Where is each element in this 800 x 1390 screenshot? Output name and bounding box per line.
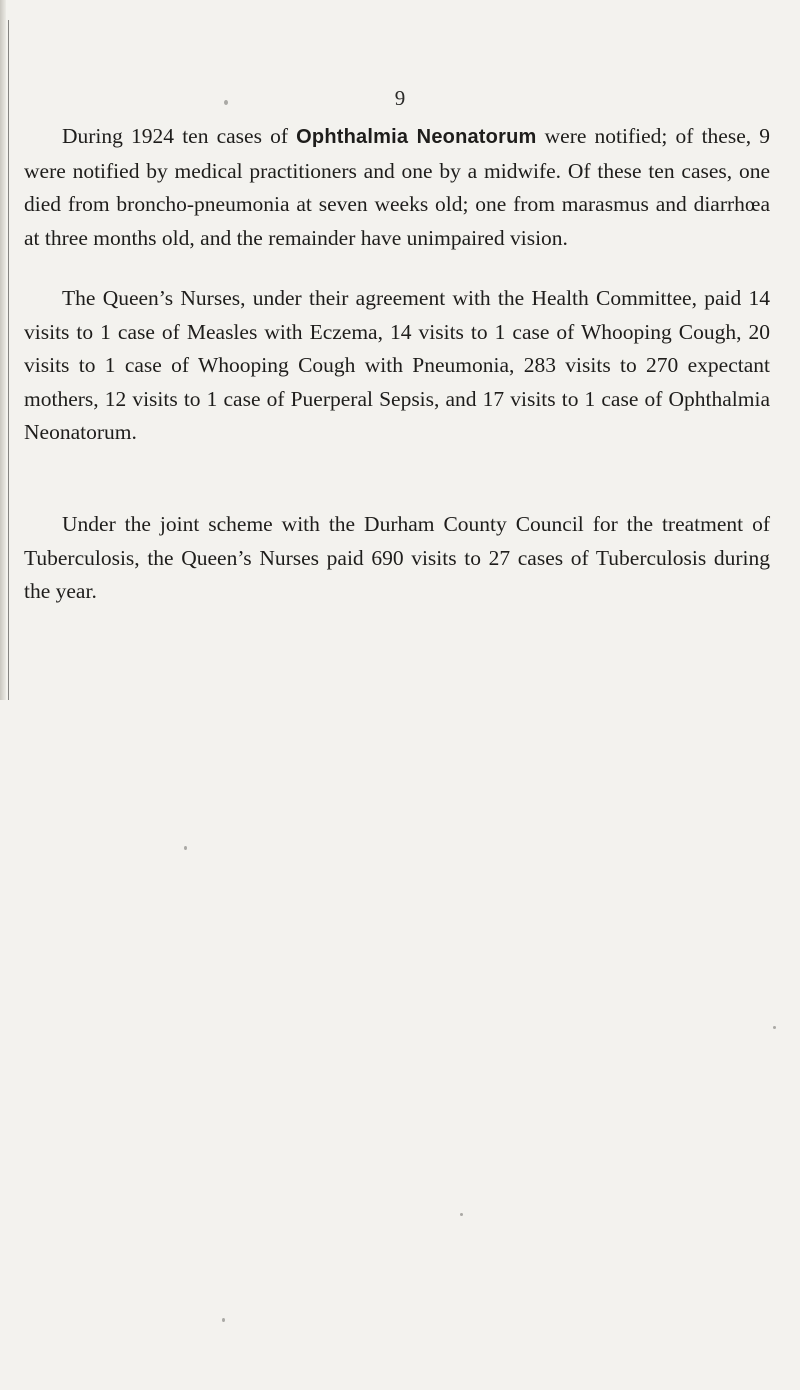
page-number: 9 bbox=[394, 86, 406, 110]
paper-speck bbox=[184, 846, 187, 850]
page-binding-line bbox=[8, 20, 9, 700]
paper-speck bbox=[222, 1318, 225, 1322]
paragraph-queens-nurses-text: The Queen’s Nurses, under their agreement with the Health Committee, paid 14 visits to 1 case of Measles with Eczema, 14 visits to 1 case of Whooping Cough, 20 visits to 1 case of Whooping Cough with Pneumonia, 283 visits to 270 expectant mothers, 12 visits to 1 case of Puerperal Sepsis, and 17 visits to 1 case of Ophthalmia Neonatorum. bbox=[24, 286, 770, 444]
paragraph-ophthalmia bbox=[24, 120, 770, 255]
paragraph-ophthalmia-intro: During 1924 ten cases of bbox=[62, 124, 297, 148]
paragraph-ophthalmia-body: were notified; of these, 9 were notified by medical practitioners and one by a midwife. Of these ten cases, one died from broncho-pneumonia at seven weeks old; one from marasmus and diarrhœa at three months old, and the remainder have unimpaired vision. bbox=[24, 124, 771, 250]
paragraph-queens-nurses-visits bbox=[24, 282, 770, 450]
paper-speck bbox=[224, 100, 228, 105]
paragraph-tuberculosis-text: Under the joint scheme with the Durham County Council for the treatment of Tuberculosis, the Queen’s Nurses paid 690 visits to 27 cases of Tuberculosis during the year. bbox=[24, 512, 770, 603]
paper-speck bbox=[460, 1213, 463, 1216]
paper-speck bbox=[773, 1026, 776, 1029]
ophthalmia-neonatorum-heading: Ophthalmia Neonatorum bbox=[296, 126, 537, 148]
paragraph-ophthalmia-text bbox=[24, 120, 770, 255]
paragraph-tuberculosis-scheme bbox=[24, 508, 770, 609]
